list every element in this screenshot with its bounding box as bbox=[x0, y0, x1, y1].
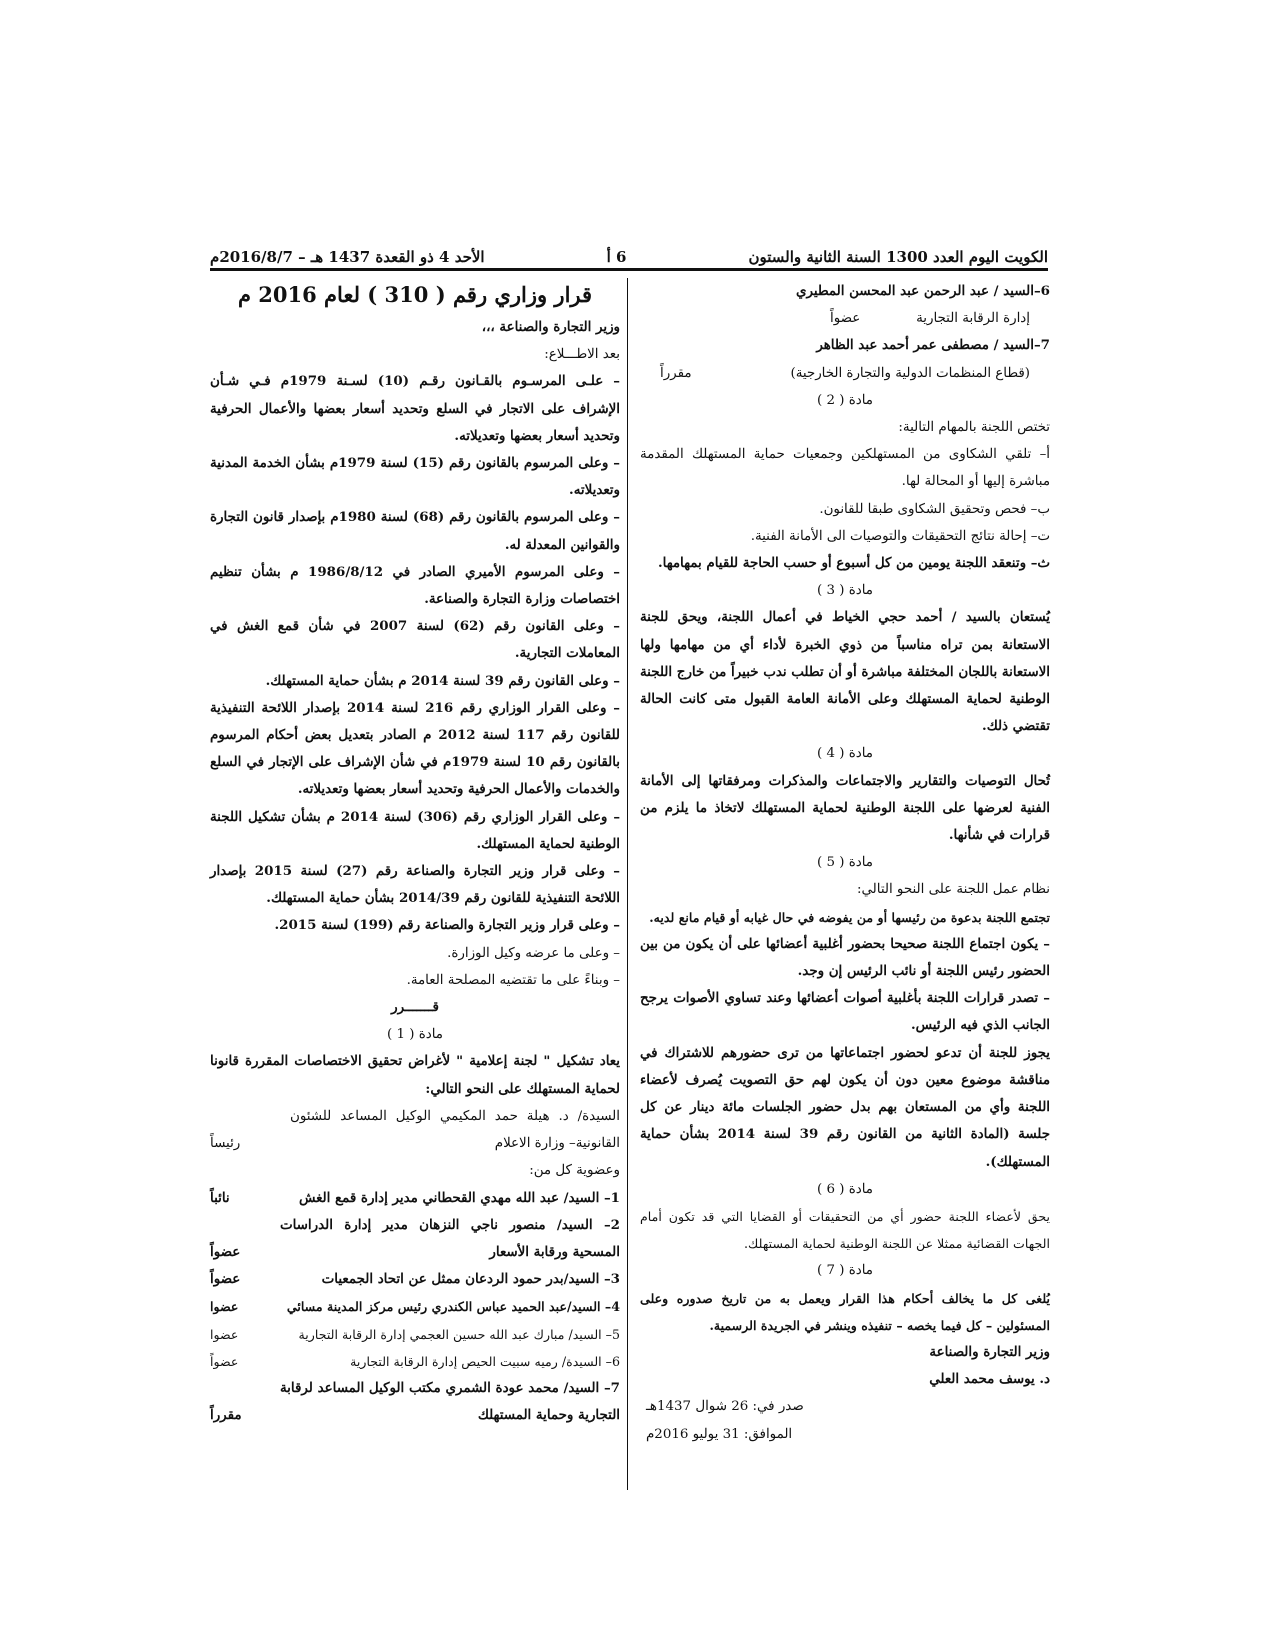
chair-role: رئيساً bbox=[210, 1136, 241, 1152]
header-date: الأحد 4 ذو القعدة 1437 هـ – 2016/8/7م bbox=[210, 248, 485, 266]
member-7-dept: (قطاع المنظمات الدولية والتجارة الخارجية) bbox=[790, 365, 1030, 381]
article-5-para-3: – تصدر قرارات اللجنة بأغلبية أصوات أعضائها وعند تساوي الأصوات يرجح الجانب الذي فيه الرئيس. bbox=[640, 990, 1050, 1034]
member-6-name-left: 6– السيدة/ رميه سبيت الحيص إدارة الرقابة التجارية bbox=[350, 1353, 620, 1369]
member-6-name: 6–السيد / عبد الرحمن عبد المحسن المطيري bbox=[796, 283, 1050, 299]
member-1-role: نائباً bbox=[210, 1189, 230, 1206]
member-7-name-left: 7– السيد/ محمد عودة الشمري مكتب الوكيل المساعد لرقابة التجارية وحماية المستهلك bbox=[280, 1379, 620, 1424]
member-7-role-left: مقرراً bbox=[210, 1407, 242, 1424]
member-7-detail bbox=[640, 360, 1050, 387]
member-2-role: عضواً bbox=[210, 1243, 241, 1260]
article-4-text: تُحال التوصيات والتقارير والاجتماعات والمذكرات ومرفقاتها إلى الأمانة الفنية لعرضها على اللجنة الوطنية لحماية المستهلك لاتخاذ ما يلزم من قرارات في شأنها. bbox=[640, 772, 1050, 844]
recital-11: – وعلى ما عرضه وكيل الوزارة. bbox=[447, 945, 620, 961]
recital-9: – وعلى قرار وزير التجارة والصناعة رقم (27) لسنة 2015 بإصدار اللائحة التنفيذية للقانون رقم 2014/39 بشأن حماية المستهلك. bbox=[210, 863, 621, 907]
member-6-role-left: عضواً bbox=[210, 1353, 239, 1369]
right-column bbox=[640, 278, 1050, 1448]
committee-member-4 bbox=[210, 1293, 620, 1320]
recital-6: – وعلى القانون رقم 39 لسنة 2014 م بشأن حماية المستهلك. bbox=[265, 672, 620, 689]
committee-member-6 bbox=[210, 1348, 620, 1375]
member-7-role: مقرراً bbox=[660, 365, 692, 381]
issued-gregorian-date: الموافق: 31 يوليو 2016م bbox=[646, 1426, 793, 1442]
article-7-text: يُلغى كل ما يخالف أحكام هذا القرار ويعمل به من تاريخ صدوره وعلى المسئولين – كل فيما يخصه – تنفيذه وينشر في الجريدة الرسمية. bbox=[640, 1290, 1050, 1333]
article-1-heading: مادة ( 1 ) bbox=[387, 1027, 443, 1043]
member-6-detail bbox=[640, 305, 1050, 332]
decided-heading: قـــــــرر bbox=[391, 999, 439, 1016]
article-5-para-2: – يكون اجتماع اللجنة صحيحا بحضور أغلبية أعضائها على أن يكون من بين الحضور رئيس اللجنة أو نائب الرئيس إن وجد. bbox=[640, 935, 1050, 980]
member-2-name: 2– السيد/ منصور ناجي النزهان مدير إدارة الدراسات المسحية ورقابة الأسعار bbox=[280, 1216, 620, 1260]
article-3-heading: مادة ( 3 ) bbox=[817, 583, 873, 599]
article-5-para-1: تجتمع اللجنة بدعوة من رئيسها أو من يفوضه في حال غيابه أو قيام مانع لديه. bbox=[649, 909, 1050, 925]
article-2-heading: مادة ( 2 ) bbox=[817, 392, 873, 408]
recital-1: – علـى المرسـوم بالقـانون رقـم (10) لسـنة 1979م فـي شـأن الإشراف على الاتجار في السلع وتحديد أسعار بعضها والأعمال الحرفية وتحديد أسعار بعضها وتعديلاته. bbox=[210, 373, 621, 444]
recital-5: – وعلى القانون رقم (62) لسنة 2007 في شأن قمع الغش في المعاملات التجارية. bbox=[210, 618, 621, 662]
member-3-name: 3– السيد/بدر حمود الردعان ممثل عن اتحاد الجمعيات bbox=[321, 1271, 620, 1288]
recital-2: – وعلى المرسوم بالقانون رقم (15) لسنة 1979م بشأن الخدمة المدنية وتعديلاته. bbox=[210, 455, 620, 499]
committee-member-3 bbox=[210, 1266, 620, 1293]
member-5-name: 5– السيد/ مبارك عبد الله حسين العجمي إدارة الرقابة التجارية bbox=[298, 1326, 620, 1342]
committee-member-2 bbox=[210, 1212, 620, 1266]
recital-8: – وعلى القرار الوزاري رقم (306) لسنة 2014 م بشأن تشكيل اللجنة الوطنية لحماية المستهلك. bbox=[210, 808, 621, 852]
member-4-role: عضوا bbox=[210, 1299, 239, 1315]
committee-member-1 bbox=[210, 1185, 620, 1212]
header-page-number: 6 أ bbox=[606, 248, 627, 266]
left-column bbox=[210, 278, 620, 1429]
member-4-name: 4– السيد/عبد الحميد عباس الكندري رئيس مركز المدينة مسائي bbox=[286, 1299, 620, 1315]
article-2-item-th: ث– وتنعقد اللجنة يومين من كل أسبوع أو حسب الحاجة للقيام بمهامها. bbox=[657, 555, 1050, 572]
article-2-item-t: ت– إحالة نتائج التحقيقات والتوصيات الى الأمانة الفنية. bbox=[750, 528, 1050, 544]
member-5-role: عضوا bbox=[210, 1326, 239, 1342]
article-2-intro: تختص اللجنة بالمهام التالية: bbox=[898, 420, 1050, 436]
recital-7: – وعلى القرار الوزاري رقم 216 لسنة 2014 بإصدار اللائحة التنفيذية للقانون رقم 117 لسنة 2012 م الصادر بتعديل بعض أحكام المرسوم بالقانون رقم 10 لسنة 1979م في شأن الإشراف على الإتجار في السلع والخدمات والأعمال الحرفية وتحديد أسعار بعضها وتعديلاته. bbox=[210, 699, 620, 798]
issued-hijri-date: صدر في: 26 شوال 1437هـ bbox=[646, 1399, 804, 1415]
article-7-heading: مادة ( 7 ) bbox=[817, 1263, 873, 1279]
committee-member-7 bbox=[210, 1375, 620, 1429]
recital-10: – وعلى قرار وزير التجارة والصناعة رقم (199) لسنة 2015. bbox=[274, 917, 620, 934]
chair-name: السيدة/ د. هيلة حمد المكيمي الوكيل المساعد للشئون القانونية– وزارة الاعلام bbox=[290, 1108, 620, 1152]
after-review-heading: بعد الاطـــلاع: bbox=[544, 347, 620, 363]
recital-4: – وعلى المرسوم الأميري الصادر في 1986/8/12 م بشأن تنظيم اختصاصات وزارة التجارة والصناعة. bbox=[210, 563, 620, 608]
article-5-para-4: يجوز للجنة أن تدعو لحضور اجتماعاتها من ترى حضورهم للاشتراك في مناقشة موضوع معين دون أن يكون لهم حق التصويت يُصرف لأعضاء اللجنة وأي من المستعان بهم بدل حضور الجلسات مائة دينار عن كل جلسة (المادة الثانية من القانون رقم 39 لسنة 2014 بشأن حماية المستهلك). bbox=[640, 1044, 1050, 1170]
recital-3: – وعلى المرسوم بالقانون رقم (68) لسنة 1980م بإصدار قانون التجارة والقوانين المعدلة له. bbox=[210, 509, 620, 553]
article-6-heading: مادة ( 6 ) bbox=[817, 1181, 873, 1197]
member-7-name: 7–السيد / مصطفى عمر أحمد عبد الظاهر bbox=[816, 337, 1050, 354]
article-2-item-a: أ– تلقي الشكاوى من المستهلكين وجمعيات حماية المستهلك المقدمة مباشرة إليها أو المحالة لها. bbox=[640, 447, 1050, 490]
article-2-item-b: ب– فحص وتحقيق الشكاوى طبقا للقانون. bbox=[819, 501, 1050, 517]
header-rule bbox=[210, 268, 1048, 271]
column-divider bbox=[627, 278, 628, 1490]
committee-member-5 bbox=[210, 1321, 620, 1348]
issuing-minister: وزير التجارة والصناعة ،،، bbox=[481, 319, 620, 335]
member-6-role: عضواً bbox=[830, 311, 861, 327]
committee-chair bbox=[210, 1103, 620, 1157]
member-3-role: عضواً bbox=[210, 1271, 241, 1288]
article-6-text: يحق لأعضاء اللجنة حضور أي من التحقيقات أو القضايا التي قد تكون أمام الجهات القضائية ممثلا عن اللجنة الوطنية لحماية المستهلك. bbox=[640, 1208, 1050, 1252]
member-6-dept: إدارة الرقابة التجارية bbox=[916, 311, 1030, 327]
member-1-name: 1– السيد/ عبد الله مهدي القحطاني مدير إدارة قمع الغش bbox=[299, 1189, 620, 1206]
recital-12: – وبناءً على ما تقتضيه المصلحة العامة. bbox=[406, 972, 620, 988]
signature-name: د. يوسف محمد العلي bbox=[929, 1371, 1050, 1388]
article-3-text: يُستعان بالسيد / أحمد حجي الخياط في أعمال اللجنة، ويحق للجنة الاستعانة بمن تراه مناسباً من ذوي الخبرة لأداء أي من مهامها ولها الاستعانة باللجان المختلفة مباشرة أو أن تطلب ندب خبيراً من خارج اللجنة الوطنية لحماية المستهلك وعلى الأمانة العامة القبول متى كانت الحالة تقتضي ذلك. bbox=[640, 609, 1050, 735]
article-4-heading: مادة ( 4 ) bbox=[817, 746, 873, 762]
article-1-text: يعاد تشكيل " لجنة إعلامية " لأغراض تحقيق الاختصاصات المقررة قانونا لحماية المستهلك على النحو التالي: bbox=[210, 1053, 620, 1097]
signature-title: وزير التجارة والصناعة bbox=[929, 1343, 1050, 1360]
article-5-heading: مادة ( 5 ) bbox=[817, 855, 873, 871]
decree-title: قرار وزاري رقم ( 310 ) لعام 2016 م bbox=[237, 282, 593, 307]
membership-heading: وعضوية كل من: bbox=[529, 1163, 620, 1179]
page-header bbox=[210, 240, 1048, 266]
header-gazette-issue: الكويت اليوم العدد 1300 السنة الثانية والستون bbox=[748, 248, 1048, 266]
article-5-intro: نظام عمل اللجنة على النحو التالي: bbox=[857, 882, 1050, 898]
